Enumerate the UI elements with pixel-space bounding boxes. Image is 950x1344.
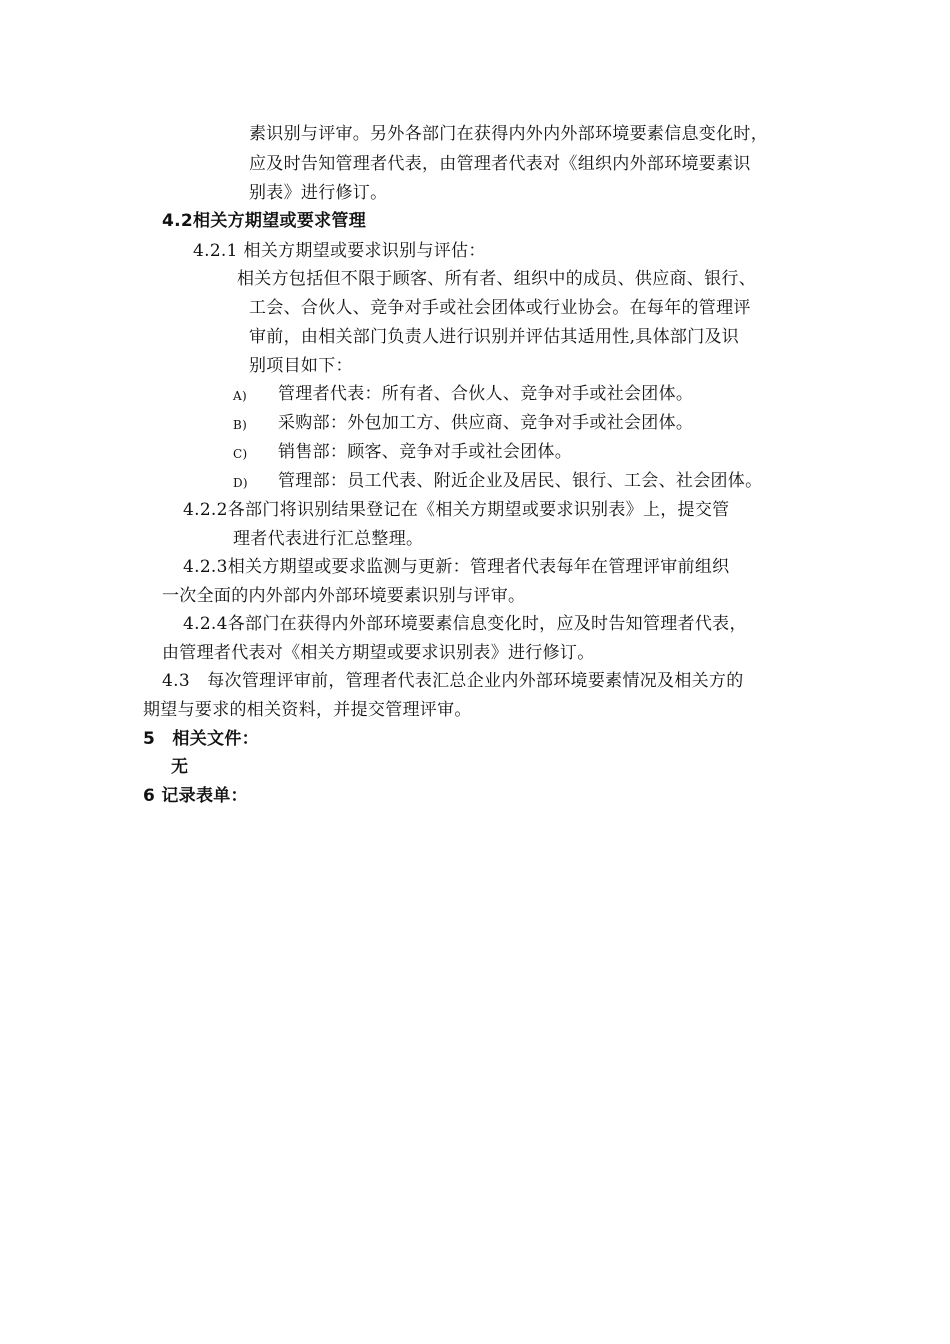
section-4-3-line-1: 4.3 每次管理评审前，管理者代表汇总企业内外部环境要素情况及相关方的	[162, 671, 744, 691]
list-marker: C)	[233, 447, 248, 461]
paragraph-line: 相关方包括但不限于顾客、所有者、组织中的成员、供应商、银行、	[237, 269, 756, 289]
section-4-2-3-line-1: 4.2.3相关方期望或要求监测与更新：管理者代表每年在管理评审前组织	[183, 557, 730, 577]
list-marker: A)	[233, 389, 247, 403]
section-4-2-1-heading: 4.2.1 相关方期望或要求识别与评估：	[193, 241, 486, 261]
list-item: 销售部：顾客、竞争对手或社会团体。	[278, 442, 573, 462]
list-item: 管理部：员工代表、附近企业及居民、银行、工会、社会团体。	[278, 471, 763, 491]
section-4-2-2-line-2: 理者代表进行汇总整理。	[233, 529, 424, 549]
continued-line-2: 应及时告知管理者代表，由管理者代表对《组织内外部环境要素识	[249, 154, 751, 174]
paragraph-line: 工会、合伙人、竞争对手或社会团体或行业协会。在每年的管理评	[249, 298, 751, 318]
list-marker: D)	[233, 476, 248, 490]
section-4-3-line-2: 期望与要求的相关资料，并提交管理评审。	[143, 700, 472, 720]
list-item: 采购部：外包加工方、供应商、竞争对手或社会团体。	[278, 413, 694, 433]
section-4-2-3-line-2: 一次全面的内外部内外部环境要素识别与评审。	[162, 586, 526, 606]
list-item: 管理者代表：所有者、合伙人、竞争对手或社会团体。	[278, 384, 694, 404]
section-4-2-4-line-2: 由管理者代表对《相关方期望或要求识别表》进行修订。	[162, 643, 595, 663]
paragraph-line: 审前，由相关部门负责人进行识别并评估其适用性,具体部门及识	[249, 327, 740, 347]
continued-line-3: 别表》进行修订。	[249, 183, 388, 203]
section-4-2-heading: 4.2相关方期望或要求管理	[162, 211, 367, 231]
list-marker: B)	[233, 418, 248, 432]
section-4-2-2-line-1: 4.2.2各部门将识别结果登记在《相关方期望或要求识别表》上，提交管	[183, 500, 730, 520]
paragraph-line: 别项目如下：	[249, 356, 353, 376]
section-4-2-4-line-1: 4.2.4各部门在获得内外部环境要素信息变化时，应及时告知管理者代表，	[183, 614, 747, 634]
section-5-body: 无	[171, 757, 189, 777]
section-6-heading: 6 记录表单：	[143, 786, 248, 806]
continued-line-1: 素识别与评审。另外各部门在获得内外内外部环境要素信息变化时，	[249, 124, 768, 144]
section-5-heading: 5 相关文件：	[143, 729, 259, 749]
